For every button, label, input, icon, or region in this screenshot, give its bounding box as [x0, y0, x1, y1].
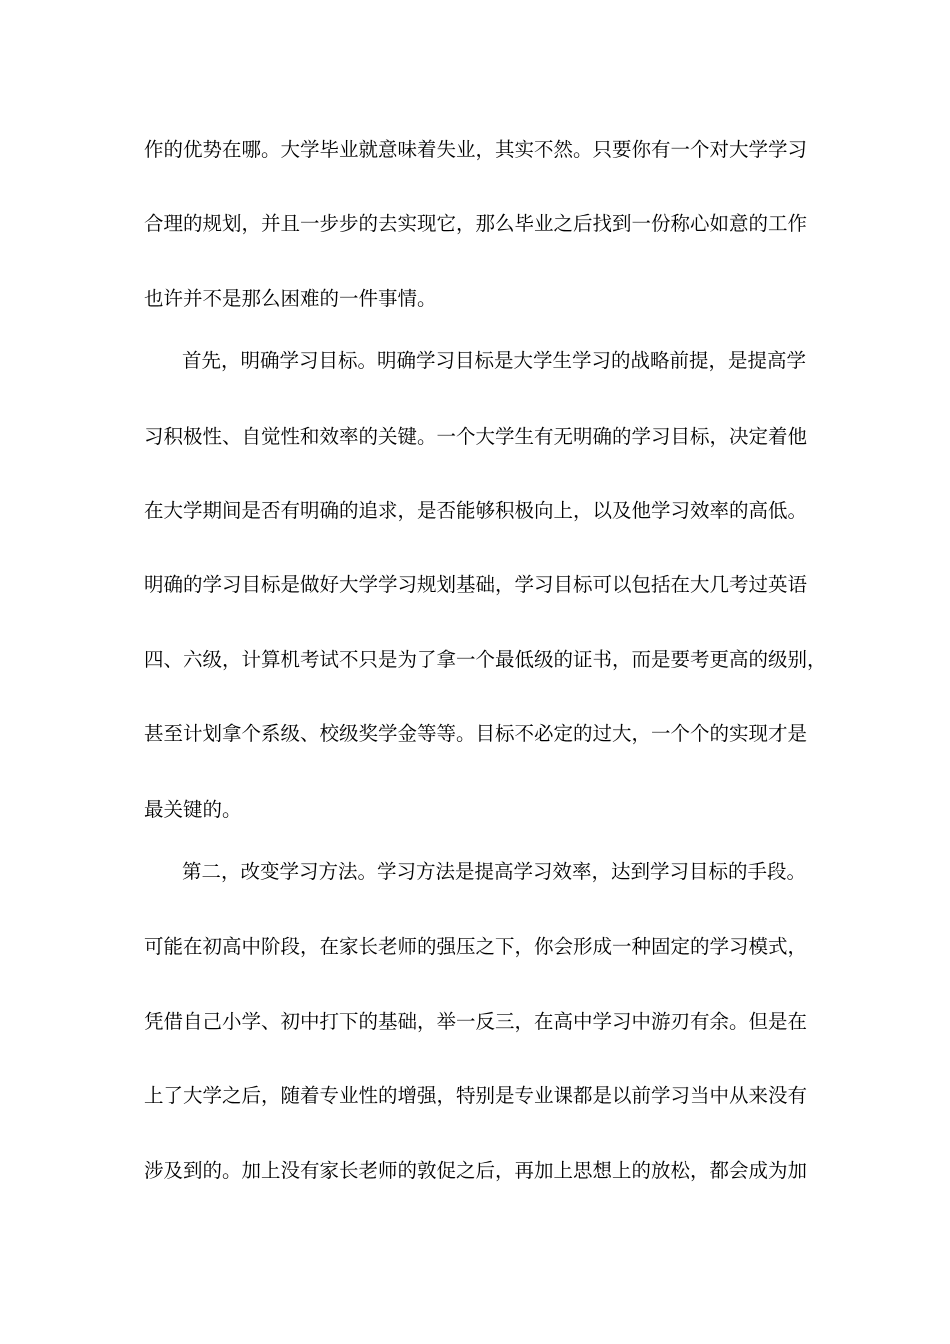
- paragraph-first-line: 首先，明确学习目标。明确学习目标是大学生学习的战略前提，是提高学: [182, 349, 807, 372]
- text-line: 习积极性、自觉性和效率的关键。一个大学生有无明确的学习目标，决定着他: [144, 425, 808, 448]
- text-line: 四、六级，计算机考试不只是为了拿一个最低级的证书，而是要考更高的级别，: [144, 648, 827, 671]
- text-line: 可能在初高中阶段，在家长老师的强压之下，你会形成一种固定的学习模式，: [144, 935, 808, 958]
- paragraph-first-line: 第二，改变学习方法。学习方法是提高学习效率，达到学习目标的手段。: [182, 860, 807, 883]
- text-line: 上了大学之后，随着专业性的增强，特别是专业课都是以前学习当中从来没有: [144, 1084, 808, 1107]
- text-line: 涉及到的。加上没有家长老师的敦促之后，再加上思想上的放松，都会成为加: [144, 1159, 808, 1182]
- text-line: 在大学期间是否有明确的追求，是否能够积极向上，以及他学习效率的高低。: [144, 499, 808, 522]
- text-line: 也许并不是那么困难的一件事情。: [144, 287, 437, 310]
- text-line: 甚至计划拿个系级、校级奖学金等等。目标不必定的过大，一个个的实现才是: [144, 722, 808, 745]
- text-line: 凭借自己小学、初中打下的基础，举一反三，在高中学习中游刃有余。但是在: [144, 1010, 808, 1033]
- text-line: 明确的学习目标是做好大学学习规划基础，学习目标可以包括在大几考过英语: [144, 573, 808, 596]
- text-line: 最关键的。: [144, 798, 242, 821]
- text-line: 作的优势在哪。大学毕业就意味着失业，其实不然。只要你有一个对大学学习: [144, 138, 808, 161]
- text-line: 合理的规划，并且一步步的去实现它，那么毕业之后找到一份称心如意的工作: [144, 212, 808, 235]
